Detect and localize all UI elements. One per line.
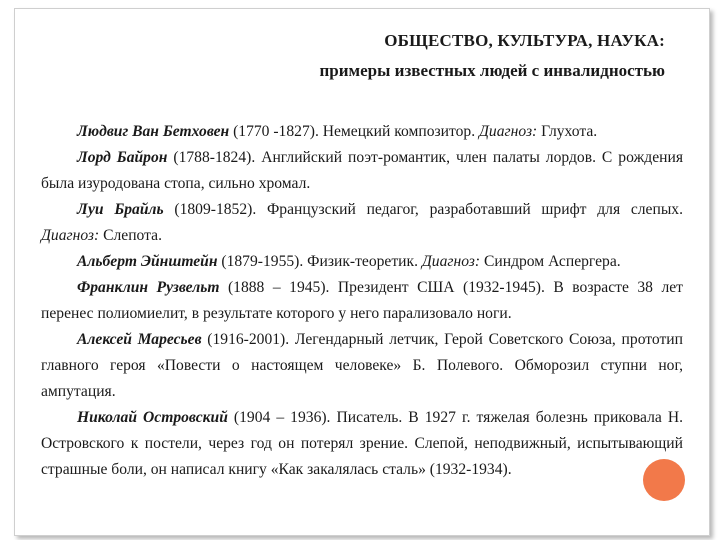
diagnosis-text: Глухота. [537,123,598,140]
person-name: Лорд Байрон [77,149,168,166]
entry-text: (1879-1955). Физик-теоретик. [217,253,422,270]
entries-list [41,119,683,483]
diagnosis-text: Слепота. [99,227,162,244]
entry-text: (1888 – 1945). Президент США (1932-1945). В возрасте 38 лет перенес полиомиелит, в результате которого у него парализовало ноги. [41,279,683,322]
person-name: Людвиг Ван Бетховен [77,123,230,140]
person-name: Николай Островский [77,409,228,426]
slide-title: ОБЩЕСТВО, КУЛЬТУРА, НАУКА: [384,31,665,50]
diagnosis-text: Синдром Аспергера. [480,253,621,270]
entry-ostrovsky [41,405,683,483]
entry-byron [41,145,683,197]
diagnosis-label: Диагноз: [479,123,538,140]
slide-frame [14,8,710,536]
person-name: Луи Брайль [77,201,164,218]
accent-circle-decoration [643,459,685,501]
entry-beethoven [41,119,683,145]
diagnosis-label: Диагноз: [421,253,481,270]
entry-text: (1904 – 1936). Писатель. В 1927 г. тяжелая болезнь приковала Н. Островского к постели, через год он потерял зрение. Слепой, неподвижный, испытывающий страшные боли, он написал книгу «Как закалялась сталь» (1932-1934). [41,409,683,478]
entry-maresyev [41,327,683,405]
entry-text: (1770 -1827). Немецкий композитор. [229,123,480,140]
entry-roosevelt [41,275,683,327]
diagnosis-label: Диагноз: [41,227,100,244]
entry-text: (1916-2001). Легендарный летчик, Герой Советского Союза, прототип главного героя «Повести о настоящем человеке» Б. Полевого. Обморозил ступни ног, ампутация. [41,331,683,400]
person-name: Альберт Эйнштейн [77,253,218,270]
person-name: Франклин Рузвельт [77,279,220,296]
entry-einstein [41,249,683,275]
entry-text: (1809-1852). Французский педагог, разработавший шрифт для слепых. [163,201,683,218]
person-name: Алексей Маресьев [77,331,202,348]
entry-text: (1788-1824). Английский поэт-романтик, член палаты лордов. С рождения была изуродована стопа, сильно хромал. [41,149,683,192]
slide-subtitle: примеры известных людей с инвалидностью [319,61,665,80]
entry-braille [41,197,683,249]
